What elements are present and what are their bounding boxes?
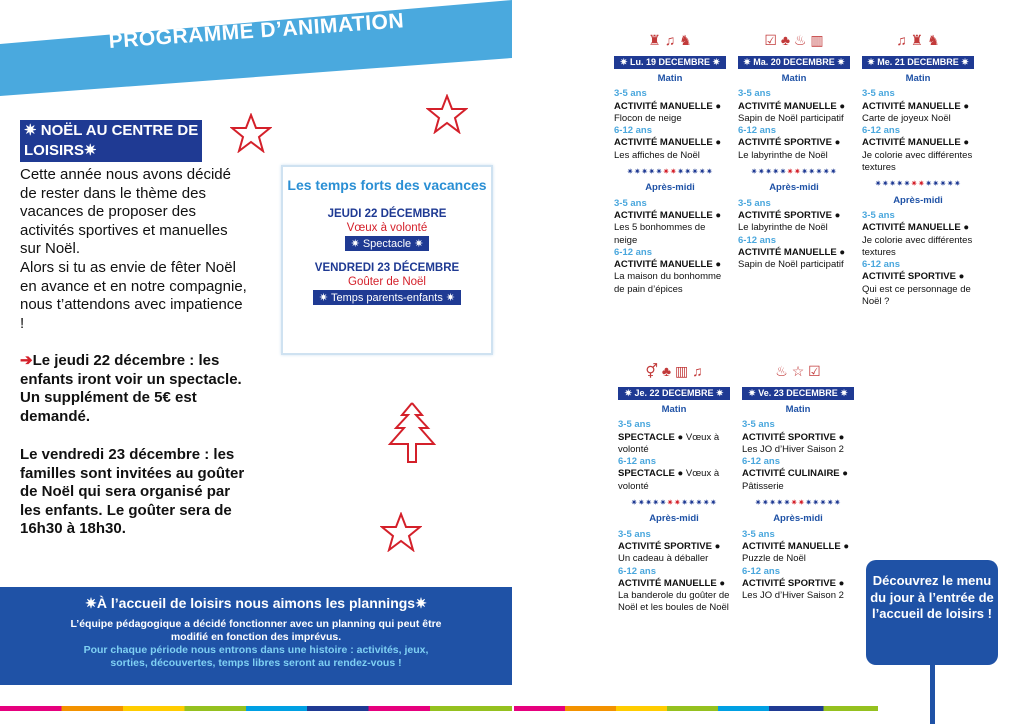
age-label: 3-5 ans [738,88,771,100]
day-column-lundi [614,34,726,296]
header-banner [0,0,512,96]
activity-desc: Les 5 bonhommes de neige [614,222,706,246]
day-column-jeudi [618,365,730,615]
age-label: 6-12 ans [618,456,657,468]
period-label: Après-midi [649,513,699,525]
period-label: Après-midi [645,182,695,194]
age-label: 6-12 ans [742,565,781,577]
period-label: Après-midi [893,194,943,206]
activity-desc: La banderole du goûter de Noël et les boules de Noël [618,590,730,614]
activity-desc: Le labyrinthe de Noël [738,222,828,234]
activity-type: ACTIVITÉ MANUELLE ● [862,100,970,112]
activity-desc: Flocon de neige [614,112,682,124]
temps-forts-pill: ✷ Temps parents-enfants ✷ [313,290,461,305]
arrow-icon: ➔ [20,352,33,369]
temps-forts-day: JEUDI 22 DÉCEMBRE [327,208,447,220]
activity-type: ACTIVITÉ MANUELLE ● [614,259,722,271]
temps-forts-day: VENDREDI 23 DÉCEMBRE [314,262,460,274]
activity-desc: Carte de joyeux Noël [862,112,951,124]
activity-desc: Puzzle de Noël [742,553,806,565]
activity-desc: Sapin de Noël participatif [738,112,844,124]
activity-desc: Vœux à volonté [618,431,720,455]
day-column-mercredi [862,34,974,308]
activity-type: ACTIVITÉ SPORTIVE ● [742,577,845,589]
section-title: ✷ NOËL AU CENTRE DE LOISIRS✷ [20,120,202,162]
activity-desc: Je colorie avec différentes textures [862,149,973,174]
age-label: 3-5 ans [862,88,895,100]
activity-type: ACTIVITÉ MANUELLE ● [738,100,846,112]
activity-icons: ☑ ♣ ♨ ▥ [764,32,824,48]
menu-sign: Découvrez le menu du jour à l’entrée de l’accueil de loisirs ! [866,560,998,665]
period-label: Matin [785,404,811,415]
age-label: 3-5 ans [742,419,775,431]
activity-desc: Qui est ce personnage de Noël ? [862,283,971,308]
intro-text: Cette année nous avons décidé de rester dans le thème des vacances de proposer des activités sportives et manuelles sur Noël. Alors si tu as envie de fêter Noël en avance et en notre compagnie, nous t’attendons avec impatience ! [20,166,247,332]
menu-sign-post [930,665,935,724]
separator: ✷✷✷✷✷✷✷✷✷✷✷✷ [626,167,714,177]
activity-desc: Les JO d’Hiver Saison 2 [742,590,844,602]
activity-icons: ⚥ ♣ ▥ ♫ [645,363,703,379]
activity-desc: Le labyrinthe de Noël [738,149,828,161]
separator: ✷✷✷✷✷✷✷✷✷✷✷✷ [750,167,838,177]
activity-type: ACTIVITÉ CULINAIRE ● [742,468,849,480]
activity-type: ACTIVITÉ MANUELLE ● [618,577,726,589]
activity-desc: Un cadeau à déballer [618,553,709,565]
activity-type: ACTIVITÉ SPORTIVE ● [738,209,841,221]
temps-forts-sub: Goûter de Noël [348,276,426,288]
planning-info-box [0,587,512,685]
period-label: Matin [781,73,807,84]
age-label: 6-12 ans [738,234,777,246]
christmas-tree-icon [382,400,442,470]
age-label: 3-5 ans [614,88,647,100]
activity-type: ACTIVITÉ MANUELLE ● [742,540,850,552]
activity-type: ACTIVITÉ MANUELLE ● [862,222,970,234]
activity-type: ACTIVITÉ MANUELLE ● [614,137,722,149]
activity-desc: Les JO d’Hiver Saison 2 [742,443,844,455]
color-stripe [514,706,878,711]
color-stripe [0,706,512,711]
period-label: Matin [905,73,931,84]
activity-desc: Les affiches de Noël [614,149,700,161]
day-column-vendredi [742,365,854,602]
star-icon [230,113,272,153]
activity-type: ACTIVITÉ SPORTIVE ● [862,271,965,283]
activity-type: ACTIVITÉ SPORTIVE ● [738,137,841,149]
activity-type: ACTIVITÉ MANUELLE ● [862,137,970,149]
separator: ✷✷✷✷✷✷✷✷✷✷✷✷ [630,498,718,508]
activity-type: ACTIVITÉ MANUELLE ● [614,209,722,221]
activity-desc: La maison du bonhomme de pain d’épices [614,271,722,295]
temps-forts-sub: Vœux à volonté [346,222,428,234]
age-label: 6-12 ans [742,456,781,468]
activity-desc: Pâtisserie [742,480,784,492]
activity-type: SPECTACLE ● [618,431,684,443]
age-label: 3-5 ans [862,209,895,221]
age-label: 6-12 ans [614,125,653,137]
age-label: 3-5 ans [614,197,647,209]
star-icon [426,94,468,134]
period-label: Matin [661,404,687,415]
activity-desc: Sapin de Noël participatif [738,259,844,271]
period-label: Matin [657,73,683,84]
activity-desc: Je colorie avec différentes textures [862,234,973,258]
age-label: 3-5 ans [618,419,651,431]
day-header: ✷ Ma. 20 DECEMBRE ✷ [738,56,850,69]
separator: ✷✷✷✷✷✷✷✷✷✷✷✷ [754,498,842,508]
day-header: ✷ Ve. 23 DECEMBRE ✷ [742,387,854,400]
jeudi-note: ➔Le jeudi 22 décembre : les enfants iront voir un spectacle. Un supplément de 5€ est demandé. [20,352,242,425]
age-label: 3-5 ans [618,528,651,540]
activity-icons: ♫ ♜ ♞ [896,32,940,48]
activity-type: ACTIVITÉ MANUELLE ● [738,246,846,258]
day-column-mardi [738,34,850,271]
day-header: ✷ Lu. 19 DECEMBRE ✷ [614,56,726,69]
age-label: 6-12 ans [738,125,777,137]
activity-type: ACTIVITÉ MANUELLE ● [614,100,722,112]
star-icon [380,512,422,552]
age-label: 6-12 ans [618,565,657,577]
activity-type: SPECTACLE ● [618,468,684,480]
planning-info-heading: ✷À l’accueil de loisirs nous aimons les plannings✷ [85,595,427,611]
temps-forts-title: Les temps forts des vacances [287,177,487,193]
activity-icons: ♨ ☆ ☑ [775,363,821,379]
activity-type: ACTIVITÉ SPORTIVE ● [618,540,721,552]
separator: ✷✷✷✷✷✷✷✷✷✷✷✷ [874,179,962,189]
planning-info-highlight: Pour chaque période nous entrons dans une histoire : activités, jeux, sorties, découvertes, temps libres seront au rendez-vous ! [83,644,429,669]
activity-icons: ♜ ♫ ♞ [648,32,692,48]
period-label: Après-midi [769,182,819,194]
activity-desc: Vœux à volonté [618,468,720,492]
period-label: Après-midi [773,513,823,525]
age-label: 6-12 ans [614,246,653,258]
vendredi-note: Le vendredi 23 décembre : les familles sont invitées au goûter de Noël qui sera organisé par les enfants. Le goûter sera de 16h30 à 18h30. [20,446,245,538]
page-title: PROGRAMME D’ANIMATION [108,9,405,53]
activity-type: ACTIVITÉ SPORTIVE ● [742,431,845,443]
age-label: 6-12 ans [862,259,901,271]
day-header: ✷ Me. 21 DECEMBRE ✷ [862,56,974,69]
age-label: 3-5 ans [742,528,775,540]
temps-forts-box [281,165,493,355]
planning-info-text: L’équipe pédagogique a décidé fonctionner avec un planning qui peut être modifié en fonction des imprévus. [70,618,442,643]
age-label: 6-12 ans [862,125,901,137]
age-label: 3-5 ans [738,197,771,209]
day-header: ✷ Je. 22 DECEMBRE ✷ [618,387,730,400]
temps-forts-pill: ✷ Spectacle ✷ [345,236,430,251]
